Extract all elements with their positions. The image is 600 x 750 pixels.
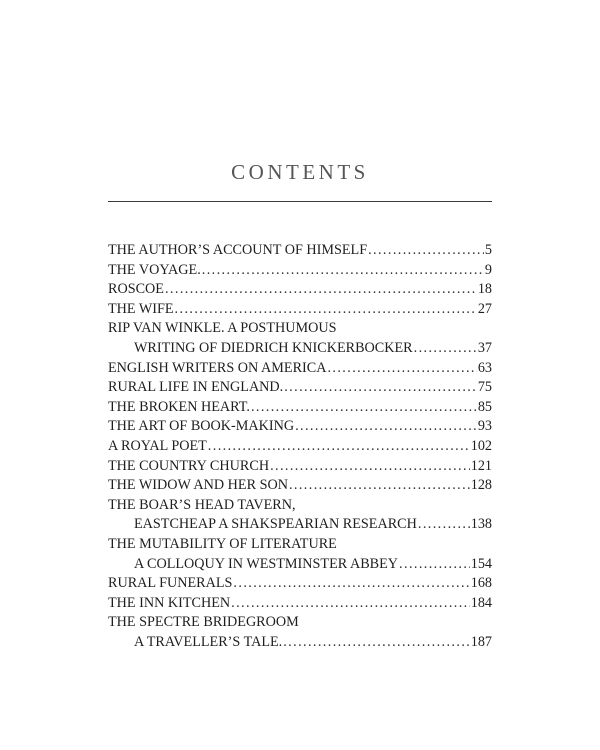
toc-page-number: 184 — [470, 594, 492, 611]
toc-entry-title: THE VOYAGE. — [108, 261, 201, 278]
dot-leader — [251, 398, 477, 418]
toc-entry-title: ENGLISH WRITERS ON AMERICA — [108, 359, 327, 376]
toc-entry-title: A ROYAL POET — [108, 437, 207, 454]
toc-entry — [108, 359, 492, 379]
toc-entry-title: WRITING OF DIEDRICH KNICKERBOCKER — [134, 339, 413, 356]
toc-entry — [108, 574, 492, 594]
toc-page-number: 128 — [470, 477, 492, 494]
dot-leader — [270, 457, 470, 477]
toc-entry-title: THE COUNTRY CHURCH — [108, 457, 270, 474]
toc-entry-title-line — [108, 476, 492, 496]
toc-entry-title-line — [108, 319, 492, 339]
dot-leader — [327, 359, 476, 379]
toc-entry-title: THE BROKEN HEART. — [108, 398, 250, 415]
toc-page-number: 75 — [477, 379, 492, 396]
toc-entry-title: THE MUTABILITY OF LITERATURE — [108, 535, 337, 552]
toc-entry — [108, 496, 492, 535]
toc-page-number: 187 — [470, 633, 492, 650]
toc-entry — [108, 280, 492, 300]
dot-leader — [233, 574, 469, 594]
toc-page-number: 121 — [470, 457, 492, 474]
dot-leader — [165, 280, 477, 300]
dot-leader — [295, 417, 477, 437]
toc-entry-title: THE AUTHOR’S ACCOUNT OF HIMSELF — [108, 242, 368, 258]
dot-leader — [175, 300, 477, 320]
toc-entry — [108, 378, 492, 398]
toc-entry-title-line — [108, 280, 492, 300]
toc-entry-title-line — [108, 535, 492, 555]
toc-page-number: 63 — [477, 359, 492, 376]
toc-entry-continuation-line — [108, 339, 492, 359]
toc-entry — [108, 476, 492, 496]
dot-leader — [289, 476, 470, 496]
toc-entry-title: THE BOAR’S HEAD TAVERN, — [108, 496, 296, 513]
toc-entry-title-line — [108, 594, 492, 614]
toc-page-number: 9 — [484, 261, 492, 278]
toc-entry-continuation-line — [108, 555, 492, 575]
dot-leader — [202, 261, 484, 281]
toc-page-number: 102 — [470, 437, 492, 454]
toc-entry-title: A TRAVELLER’S TALE. — [134, 633, 283, 650]
heading-rule — [108, 201, 492, 202]
toc-page-number: 5 — [484, 242, 492, 258]
toc-entry-title: RURAL LIFE IN ENGLAND. — [108, 379, 284, 396]
toc-page-number: 37 — [477, 339, 492, 356]
toc-entry-title-line — [108, 417, 492, 437]
toc-page-number: 18 — [477, 281, 492, 298]
toc-entry — [108, 398, 492, 418]
dot-leader — [284, 378, 477, 398]
dot-leader — [368, 241, 484, 261]
toc-entry — [108, 319, 492, 358]
toc-page-number: 85 — [477, 398, 492, 415]
toc-entry-title-line — [108, 241, 492, 261]
toc-entry-title-line — [108, 378, 492, 398]
toc-entry — [108, 300, 492, 320]
toc-entry-title-line — [108, 613, 492, 633]
toc-entry-title: THE SPECTRE BRIDEGROOM — [108, 614, 299, 631]
toc-entry — [108, 261, 492, 281]
toc-entry — [108, 594, 492, 614]
toc-entry-title: RIP VAN WINKLE. A POSTHUMOUS — [108, 320, 337, 337]
toc-entry-title: THE WIFE — [108, 300, 174, 317]
toc-entry-title-line — [108, 359, 492, 379]
toc-entry-title: THE WIDOW AND HER SON — [108, 477, 288, 494]
contents-heading: CONTENTS — [231, 160, 369, 184]
toc-entry-title-line — [108, 437, 492, 457]
dot-leader — [208, 437, 470, 457]
table-of-contents — [108, 241, 492, 652]
toc-entry-title: A COLLOQUY IN WESTMINSTER ABBEY — [134, 555, 399, 572]
toc-entry-title: THE INN KITCHEN — [108, 594, 231, 611]
toc-entry — [108, 437, 492, 457]
toc-page-number: 168 — [470, 575, 492, 592]
toc-page-number: 93 — [477, 418, 492, 435]
toc-entry-title-line — [108, 574, 492, 594]
toc-entry — [108, 457, 492, 477]
toc-entry-title-line — [108, 261, 492, 281]
toc-page-number: 138 — [470, 516, 492, 533]
toc-page-number: 27 — [477, 300, 492, 317]
dot-leader — [283, 633, 469, 653]
toc-entry-title-line — [108, 457, 492, 477]
dot-leader — [414, 339, 477, 359]
toc-entry-title-line — [108, 300, 492, 320]
toc-entry-title: EASTCHEAP A SHAKSPEARIAN RESEARCH — [134, 516, 417, 533]
toc-entry-continuation-line — [108, 515, 492, 535]
toc-entry — [108, 417, 492, 437]
dot-leader — [231, 594, 470, 614]
dot-leader — [399, 555, 470, 575]
toc-entry — [108, 241, 492, 261]
toc-page-number: 154 — [470, 555, 492, 572]
toc-entry — [108, 613, 492, 652]
toc-entry-title: THE ART OF BOOK-MAKING — [108, 418, 295, 435]
toc-entry — [108, 535, 492, 574]
toc-entry-title-line — [108, 496, 492, 516]
toc-entry-continuation-line — [108, 633, 492, 653]
toc-entry-title: RURAL FUNERALS — [108, 575, 233, 592]
toc-entry-title: ROSCOE — [108, 281, 164, 298]
dot-leader — [418, 515, 470, 535]
toc-entry-title-line — [108, 398, 492, 418]
